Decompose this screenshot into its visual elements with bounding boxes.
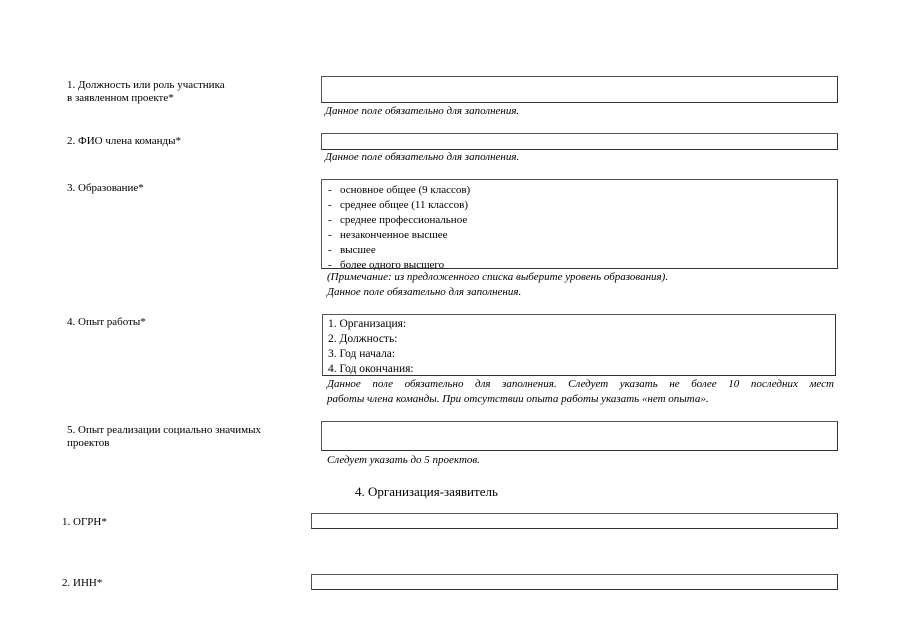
- education-option[interactable]: - более одного высшего: [328, 258, 837, 273]
- experience-line: 3. Год начала:: [328, 348, 396, 360]
- social-hint: Следует указать до 5 проектов.: [327, 454, 480, 466]
- education-option[interactable]: - среднее общее (11 классов): [328, 198, 837, 213]
- position-label: 1. Должность или роль участника в заявленном проекте*: [67, 79, 225, 104]
- education-option[interactable]: - высшее: [328, 243, 837, 258]
- social-label: 5. Опыт реализации социально значимых проектов: [67, 424, 262, 449]
- position-input[interactable]: [321, 76, 838, 103]
- education-hint: Данное поле обязательно для заполнения.: [327, 286, 522, 298]
- experience-textarea[interactable]: [322, 314, 836, 376]
- experience-line: 2. Должность:: [328, 333, 398, 345]
- fio-hint: Данное поле обязательно для заполнения.: [325, 151, 520, 163]
- experience-line: 1. Организация:: [328, 318, 407, 330]
- inn-input[interactable]: [311, 574, 838, 590]
- section-title: 4. Организация-заявитель: [355, 484, 498, 499]
- education-options: [322, 180, 837, 273]
- education-option[interactable]: - среднее профессиональное: [328, 213, 837, 228]
- education-note: (Примечание: из предложенного списка выберите уровень образования).: [327, 271, 669, 283]
- fio-input[interactable]: [321, 133, 838, 150]
- ogrn-label: 1. ОГРН*: [62, 516, 107, 528]
- experience-hint: Данное поле обязательно для заполнения. Следует указать не более 10 последних мест работы члена команды. При отсутствии опыта работы указать «нет опыта».: [327, 378, 834, 405]
- fio-label: 2. ФИО члена команды*: [67, 135, 181, 147]
- social-input[interactable]: [321, 421, 838, 451]
- education-label: 3. Образование*: [67, 182, 144, 194]
- education-select[interactable]: [321, 179, 838, 269]
- education-option[interactable]: - незаконченное высшее: [328, 228, 837, 243]
- position-hint: Данное поле обязательно для заполнения.: [325, 105, 520, 117]
- experience-label: 4. Опыт работы*: [67, 316, 146, 328]
- ogrn-input[interactable]: [311, 513, 838, 529]
- education-option[interactable]: - основное общее (9 классов): [328, 183, 837, 198]
- inn-label: 2. ИНН*: [62, 577, 103, 589]
- experience-line: 4. Год окончания:: [328, 363, 414, 375]
- experience-template: [323, 315, 835, 377]
